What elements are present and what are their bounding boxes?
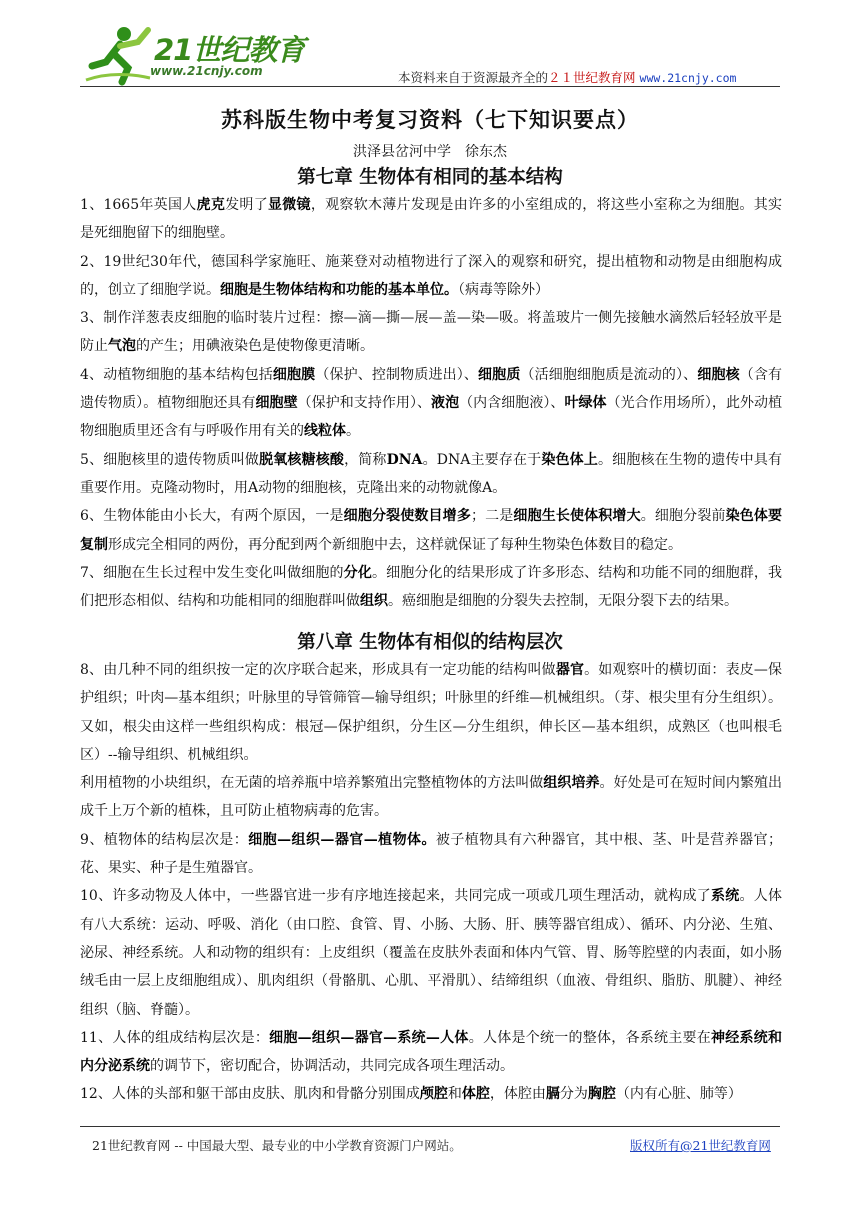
chapter-8-heading: 第八章 生物体有相似的结构层次: [297, 632, 563, 653]
bold-term: 细胞生长使体积增大: [513, 508, 641, 525]
text-run: （内有心脏、肺等）: [615, 1086, 742, 1103]
bold-term: 胸腔: [587, 1086, 616, 1103]
text-run: （活细胞细胞质是流动的）、: [520, 366, 698, 383]
text-run: 。细胞核在生物的遗传中具有重要作用。克隆动物时，用A动物的细胞核，克隆出来的动物就像A。: [80, 451, 783, 496]
paragraph: [80, 882, 782, 1023]
text-run: ，体腔由: [489, 1086, 546, 1103]
text-run: 利用植物的小块组织，在无菌的培养瓶中培养繁殖出完整植物体的方法叫做: [80, 775, 544, 792]
text-run: （保护、控制物质进出）、: [315, 366, 479, 383]
document-title: 苏科版生物中考复习资料（七下知识要点）: [221, 108, 639, 132]
running-figure-icon: [84, 22, 154, 86]
text-run: 8、由几种不同的组织按一定的次序联合起来，形成具有一定功能的结构叫做: [80, 662, 556, 678]
paragraph: [80, 1024, 782, 1081]
paragraph: [80, 191, 782, 248]
text-run: 7、细胞在生长过程中发生变化叫做细胞的: [80, 564, 344, 581]
bold-term: 分化: [343, 564, 372, 581]
text-run: 分为: [559, 1086, 588, 1103]
bold-term: 染色体上: [541, 451, 599, 468]
text-run: 。人体有八大系统：运动、呼吸、消化（由口腔、食管、胃、小肠、大肠、肝、胰等器官组成）、循环、内分泌、生殖、泌尿、神经系统。人和动物的组织有：上皮组织（覆盖在皮肤外表面和体内气管、胃、肠等腔壁的内表面，如小肠绒毛由一层上皮细胞组成）、肌肉组织（骨骼肌、心肌、平滑肌）、结缔组织（血液、骨组织、脂肪、肌腱）、神经组织（脑、脊髓）。: [80, 888, 783, 1018]
chapter-7-body: [80, 191, 782, 615]
paragraph: [80, 304, 782, 361]
paragraph: [80, 656, 782, 769]
header-prefix: 本资料来自于资源最齐全的: [398, 70, 549, 85]
bold-term: 液泡: [431, 395, 460, 412]
bold-term: 神经系统和内分泌系统: [80, 1029, 783, 1075]
paragraph: [80, 502, 782, 559]
text-run: 12、人体的头部和躯干部由皮肤、肌肉和骨骼分别围成: [80, 1086, 420, 1103]
logo-text: 21世纪教育: [154, 33, 305, 67]
paragraph: [80, 248, 782, 305]
text-run: （光合作用场所），此外动植物细胞质里还含有与呼吸作用有关的: [80, 395, 783, 440]
bold-term: 细胞壁: [255, 395, 298, 412]
bold-term: 膈: [545, 1086, 560, 1103]
text-run: 形成完全相同的两份，再分配到两个新细胞中去，这样就保证了每种生物染色体数目的稳定。: [108, 536, 682, 553]
text-run: 2、19世纪30年代，德国科学家施旺、施莱登对动植物进行了深入的观察和研究，提出植物和动物是由细胞构成的，创立了细胞学说。: [80, 253, 782, 298]
paragraph: [80, 559, 782, 616]
bold-term: 叶绿体: [564, 395, 607, 412]
bold-term: DNA: [386, 451, 423, 468]
chapter-7-heading: 第七章 生物体有相同的基本结构: [297, 167, 563, 188]
bold-term: 细胞膜: [272, 366, 316, 383]
text-run: （保护和支持作用）、: [297, 395, 432, 412]
header-site-link[interactable]: ２１世纪教育网: [548, 70, 636, 85]
paragraph: [80, 446, 782, 503]
text-run: 。人体是个统一的整体，各系统主要在: [468, 1029, 711, 1046]
text-run: 发明了: [225, 197, 268, 213]
text-run: 4、动植物细胞的基本结构包括: [80, 366, 273, 383]
text-run: （病毒等除外）: [458, 281, 549, 298]
bold-term: 细胞质: [478, 366, 521, 383]
text-run: 和: [447, 1086, 462, 1103]
text-run: ；二是: [470, 508, 514, 525]
bold-term: 脱氧核糖核酸: [259, 451, 345, 468]
logo-url: www.21cnjy.com: [150, 64, 263, 78]
bold-term: 细胞—组织—器官—植物体。: [248, 831, 436, 848]
text-run: 11、人体的组成结构层次是：: [80, 1029, 270, 1046]
bold-term: 细胞是生物体结构和功能的基本单位。: [220, 281, 458, 298]
text-run: 。如观察叶的横切面：表皮—保护组织；叶肉—基本组织；叶脉里的导管筛管—输导组织；叶脉里的纤维—机械组织。（芽、根尖里有分生组织）。又如，根尖由这样一些组织构成：根冠—保护组织，分生区—分生组织，伸长区—基本组织，成熟区（也叫根毛区）--输导组织、机械组织。: [80, 662, 783, 763]
document-author: 洪泽县岔河中学 徐东杰: [353, 144, 507, 160]
bold-term: 细胞核: [697, 366, 740, 383]
bold-term: 细胞—组织—器官—系统—人体: [269, 1029, 469, 1046]
text-run: 5、细胞核里的遗传物质叫做: [80, 451, 260, 468]
text-run: 10、许多动物及人体中，一些器官进一步有序地连接起来，共同完成一项或几项生理活动，就构成了: [80, 888, 711, 905]
text-run: 。癌细胞是细胞的分裂失去控制，无限分裂下去的结果。: [388, 593, 738, 610]
bold-term: 组织培养: [543, 775, 600, 792]
header-source-note: [398, 68, 736, 86]
bold-term: 线粒体: [304, 423, 346, 440]
text-run: 。细胞分化的结果形成了许多形态、结构和功能不同的细胞群，我们把形态相似、结构和功能相同的细胞群叫做: [80, 564, 783, 610]
footer-tagline: 21世纪教育网 -- 中国最大型、最专业的中小学教育资源门户网站。: [92, 1138, 462, 1153]
text-run: 的产生；用碘液染色是使物像更清晰。: [136, 338, 374, 355]
text-run: ，观察软木薄片发现是由许多的小室组成的，将这些小室称之为细胞。其实是死细胞留下的细胞壁。: [80, 197, 783, 242]
text-run: 的调节下，密切配合，协调活动，共同完成各项生理活动。: [150, 1058, 514, 1075]
bold-term: 器官: [555, 662, 585, 678]
bold-term: 体腔: [461, 1086, 490, 1103]
text-run: （内含细胞液）、: [459, 395, 565, 412]
text-run: 被子植物具有六种器官，其中根、茎、叶是营养器官；花、果实、种子是生殖器官。: [80, 831, 783, 877]
footer-divider: [80, 1126, 780, 1127]
bold-term: 颅腔: [419, 1086, 448, 1103]
chapter-8-body: [80, 656, 782, 1109]
text-run: 1、1665年英国人: [80, 197, 197, 213]
text-run: 。细胞分裂前: [640, 508, 726, 525]
bold-term: 气泡: [108, 338, 136, 355]
text-run: （含有遗传物质）。植物细胞还具有: [80, 366, 783, 412]
text-run: ，简称: [344, 451, 387, 468]
bold-term: 虎克: [196, 197, 226, 213]
bold-term: 组织: [360, 593, 388, 610]
bold-term: 系统: [710, 888, 740, 905]
bold-term: 细胞分裂使数目增多: [343, 508, 471, 525]
paragraph: [80, 361, 782, 446]
text-run: 。: [346, 423, 360, 440]
bold-term: 显微镜: [267, 197, 311, 213]
site-logo[interactable]: [84, 22, 305, 86]
text-run: 。DNA主要存在于: [422, 451, 542, 468]
paragraph: [80, 769, 782, 826]
bold-term: 染色体要复制: [80, 508, 783, 553]
paragraph: [80, 826, 782, 883]
text-run: 9、植物体的结构层次是：: [80, 831, 249, 848]
text-run: 3、制作洋葱表皮细胞的临时装片过程：擦—滴—撕—展—盖—染—吸。将盖玻片一侧先接触水滴然后轻轻放平是防止: [80, 310, 782, 355]
header-url-link[interactable]: www.21cnjy.com: [639, 71, 737, 85]
footer-copyright-link[interactable]: 版权所有@21世纪教育网: [630, 1138, 771, 1153]
header-divider: [80, 86, 780, 87]
text-run: 6、生物体能由小长大，有两个原因，一是: [80, 508, 344, 525]
paragraph: [80, 1080, 782, 1108]
text-run: 。好处是可在短时间内繁殖出成千上万个新的植株，且可防止植物病毒的危害。: [80, 775, 783, 820]
